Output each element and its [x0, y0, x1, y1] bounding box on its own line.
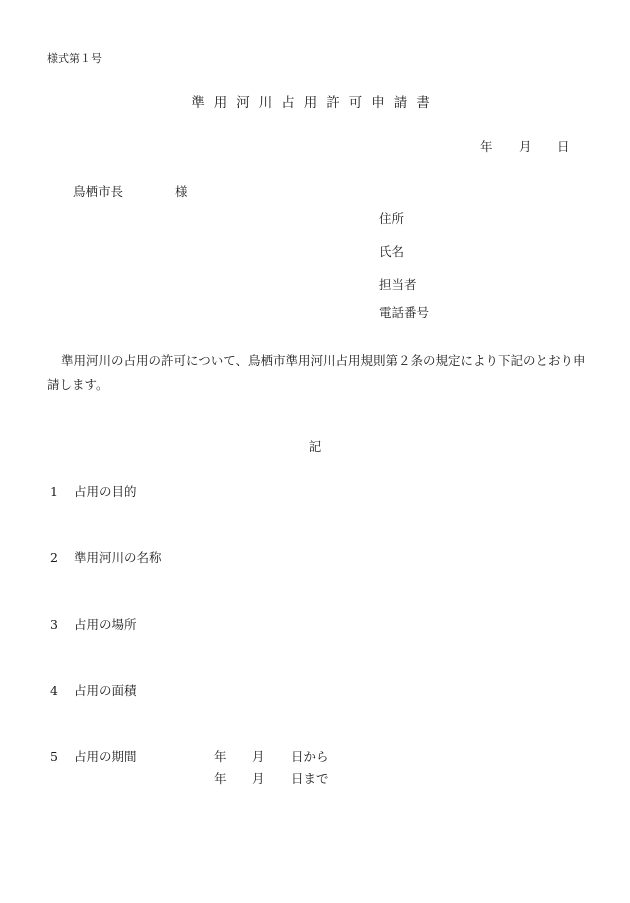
list-item [50, 619, 137, 632]
date-day: 日 [557, 139, 570, 154]
item-number: 5 [50, 749, 58, 764]
item-number: 2 [50, 550, 58, 565]
document-title: 準用河川占用許可申請書 [191, 95, 439, 111]
list-item [50, 751, 137, 764]
period-from-month: 月 [252, 749, 265, 764]
ki-heading: 記 [308, 439, 322, 454]
list-item [50, 685, 137, 698]
addressee [73, 186, 188, 199]
applicant-name-label: 氏名 [379, 244, 405, 259]
application-statement: 準用河川の占用の許可について、鳥栖市準用河川占用規則第２条の規定により下記のとおり申請します。 [47, 353, 586, 392]
item-label: 占用の場所 [74, 617, 137, 632]
list-item [50, 486, 137, 499]
applicant-phone-label: 電話番号 [379, 305, 430, 320]
date-year: 年 [480, 139, 493, 154]
item-label: 占用の面積 [74, 683, 137, 698]
date-month: 月 [519, 139, 532, 154]
applicant-contact-person-label: 担当者 [379, 277, 417, 292]
form-number: 様式第１号 [47, 52, 102, 65]
applicant-address-label: 住所 [379, 211, 405, 226]
item-number: 1 [50, 484, 58, 499]
period-to-day: 日まで [291, 771, 329, 786]
item-number: 4 [50, 683, 58, 698]
item-label: 占用の期間 [74, 749, 137, 764]
period-from-year: 年 [214, 749, 227, 764]
item-label: 準用河川の名称 [74, 550, 162, 565]
addressee-honorific: 様 [175, 184, 188, 199]
item-label: 占用の目的 [74, 484, 137, 499]
period-from-day: 日から [291, 749, 329, 764]
addressee-name: 鳥栖市長 [73, 184, 124, 199]
period-to-year: 年 [214, 771, 227, 786]
period-to-month: 月 [252, 771, 265, 786]
list-item [50, 552, 162, 565]
item-number: 3 [50, 617, 58, 632]
